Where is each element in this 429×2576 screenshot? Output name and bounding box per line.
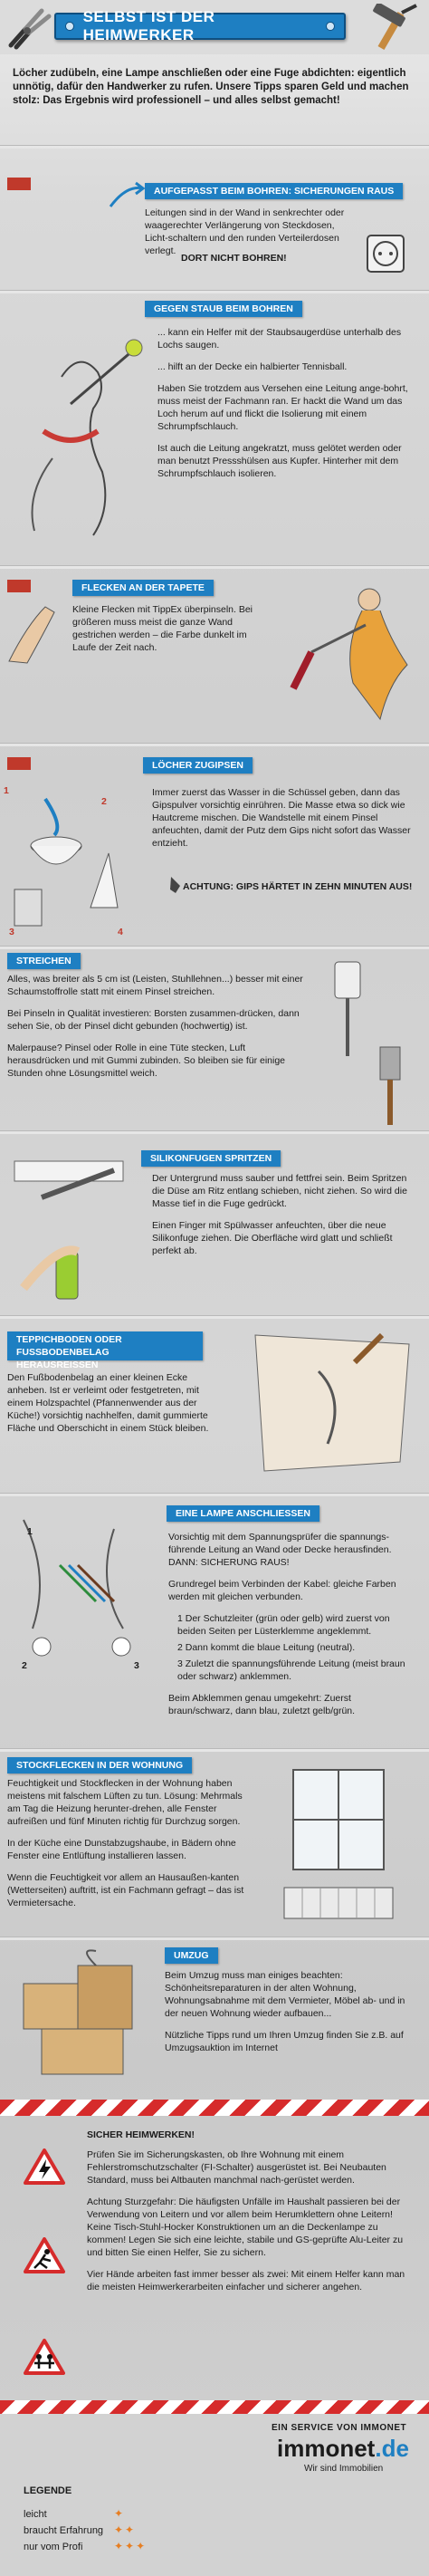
plaster-mixing-illustration (9, 781, 145, 935)
section-label-staub: GEGEN STAUB BEIM BOHREN (145, 301, 302, 317)
section-label-gips: LÖCHER ZUGIPSEN (143, 757, 253, 774)
red-flag-icon (7, 178, 31, 190)
sicher-paragraph: Vier Hände arbeiten fast immer besser als zwei: Mit einem Helfer kann man die meisten Heimwerkerarbeiten einfacher und sicherer angehen. (87, 2269, 405, 2292)
screw-icon (65, 22, 74, 31)
drilling-woman-illustration (7, 322, 161, 540)
legend-item-label: braucht Erfahrung (24, 2525, 104, 2536)
red-flag-icon (7, 757, 31, 770)
legend-item-icons: ✦✦ (114, 2523, 137, 2536)
pencil-icon (168, 875, 183, 895)
step-number: 3 (134, 1660, 139, 1671)
header (0, 0, 429, 54)
divider (0, 1315, 429, 1319)
stockflecken-paragraph: Feuchtigkeit und Stockflecken in der Wohnung haben meistens mit falschem Lüften zu tun. Lösung: Mehrmals am Tag die Heizung herunter-drehen, alle Fenster aufreißen und fünf Minuten richtig für Durchzug sorgen. (7, 1778, 243, 1827)
step-number: 2 (101, 796, 107, 807)
divider (0, 1130, 429, 1134)
legend-item-label: leicht (24, 2509, 47, 2520)
section-label-tapete: FLECKEN AN DER TAPETE (72, 580, 214, 596)
bohren-warning: DORT NICHT BOHREN! (181, 253, 287, 264)
tapete-text: Kleine Flecken mit TippEx überpinseln. Bei größeren muss meist die ganze Wand gestrichen werden – die Farbe dunkelt im Laufe der Zeit nach. (72, 604, 253, 653)
legend-item-icons: ✦ (114, 2507, 126, 2520)
window-radiator-illustration (257, 1761, 422, 1929)
pliers-icon (5, 5, 56, 51)
step-number: 1 (27, 1526, 33, 1537)
step-number: 1 (4, 785, 9, 796)
silicone-gun-illustration (5, 1143, 141, 1315)
screw-icon (326, 22, 335, 31)
power-socket-icon (366, 234, 405, 274)
streichen-paragraph: Malerpause? Pinsel oder Rolle in eine Tüte stecken, Luft herausdrücken und mit Gummi zubinden. So bleiben sie für einige Stunden ohne Lösungsmittel weich. (7, 1043, 286, 1079)
sicher-paragraph: Prüfen Sie im Sicherungskasten, ob Ihre Wohnung mit einem Fehlerstromschutzschalter (FI-Schalter) ausgerüstet ist. Bei Neubauten Standard, muss bei Altbauten manchmal nach-gerüstet werden. (87, 2149, 386, 2186)
lampe-paragraph: Beim Abklemmen genau umgekehrt: Zuerst braun/schwarz, dann blau, zuletzt gelb/grün. (168, 1693, 356, 1716)
streichen-paragraph: Bei Pinseln in Qualität investieren: Borsten zusammen-drücken, dann sehen Sie, ob der Pinsel dicht gebunden (hochwertig) ist. (7, 1008, 300, 1032)
service-label: EIN SERVICE VON IMMONET (272, 2423, 407, 2433)
streichen-text (7, 973, 306, 1089)
section-label-sicher: SICHER HEIMWERKEN! (87, 2129, 195, 2140)
section-label-umzug: UMZUG (165, 1947, 218, 1964)
sicher-paragraph: Achtung Sturzgefahr: Die häufigsten Unfälle im Haushalt passieren bei der Verwendung von Leitern und vor allem beim Herumklettern ohne Leitern! Keine Tisch-Stuhl-Hocker Konstruktionen um an die Deckenlampe zu kommen! Legen Sie sich eine leichte, stabile und GS-geprüfte Alu-Leiter zu und bitten Sie einen Helfer, Sie zu sichern. (87, 2196, 404, 2258)
section-label-teppich: TEPPICHBODEN ODER FUSSBODENBELAG HERAUSREISSEN (7, 1331, 203, 1360)
intro-text: Löcher zudübeln, eine Lampe anschließen oder eine Fuge abdichten: eigentlich unnötig, dafür den Handwerker zu rufen. Unsere Tipps sparen Geld und machen stolz: Das Ergebnis wird professionell – und alles selbst gemacht! (13, 68, 409, 106)
divider (0, 946, 429, 949)
legend-title: LEGENDE (24, 2485, 72, 2496)
red-flag-icon (7, 580, 31, 592)
carpet-removal-illustration (246, 1326, 424, 1480)
lampe-paragraph: Grundregel beim Verbinden der Kabel: gleiche Farben werden mit gleichen verbunden. (168, 1579, 396, 1602)
divider (0, 290, 429, 293)
paint-brush-and-roller-illustration (317, 956, 422, 1129)
page-title (54, 8, 346, 43)
staub-paragraph: Ist auch die Leitung angekratzt, muss gelötet werden oder man benutzt Pressshülsen aus Kupfer. Hinterher mit dem Schrumpfschlauch isolieren. (157, 443, 402, 479)
staub-paragraph: Haben Sie trotzdem aus Versehen eine Leitung ange-bohrt, muss meist der Fachmann ran. Er hackt die Wand um das Loch herum auf und flickt die Isolierung mit einem Schrumpfschlauch. (157, 383, 408, 432)
sicher-text (87, 2148, 416, 2302)
bohren-text: Leitungen sind in der Wand in senkrechter oder waagerechter Verlängerung von Steckdosen, Licht-schaltern und den runden Verteilerdosen verlegt. (145, 207, 345, 256)
section-label-silikon: SILIKONFUGEN SPRITZEN (141, 1150, 281, 1167)
moving-boxes-illustration (5, 1947, 159, 2083)
legend-item-label: nur vom Profi (24, 2542, 83, 2552)
hazard-stripe (0, 2100, 429, 2116)
two-people-warning-icon (24, 2339, 65, 2375)
staub-paragraph: ... hilft an der Decke ein halbierter Tennisball. (157, 361, 348, 372)
step-number: 2 (22, 1660, 27, 1671)
umzug-text (165, 1969, 420, 2063)
staub-paragraph: ... kann ein Helfer mit der Staubsaugerdüse unterhalb des Lochs saugen. (157, 327, 402, 351)
brand-name: immonet (277, 2435, 376, 2462)
gips-text: Immer zuerst das Wasser in die Schüssel geben, dann das Gipspulver vorsichtig einrühren. Die Masse etwa so dick wie Hautcreme mischen. Die Wandstelle mit einem Pinsel anfeuchten, damit der Putz dem Gips nicht sofort das Wasser entzieht. (152, 787, 411, 849)
silikon-paragraph: Der Untergrund muss sauber und fettfrei sein. Beim Spritzen die Düse am Ritz entlang schieben, nicht ziehen. So wird die Masse tief in die Fuge gedrückt. (152, 1173, 407, 1209)
teppich-text: Den Fußbodenbelag an einer kleinen Ecke anheben. Ist er verleimt oder festgetreten, mit einem Holzspachtel (Pfannenwender aus der Küche!) vorsichtig nachhelfen, damit gummierte Fläche und Oberschicht in einem Stück bleiben. (7, 1372, 209, 1434)
lampe-paragraph: Vorsichtig mit dem Spannungsprüfer die spannungs-führende Leitung an Wand oder Decke herausfinden. DANN: SICHERUNG RAUS! (168, 1532, 392, 1568)
electric-warning-icon (24, 2148, 65, 2185)
lampe-step: 3 Zuletzt die spannungsführende Leitung (meist braun oder schwarz) anklemmen. (177, 1658, 405, 1682)
hammer-icon (362, 4, 422, 53)
silikon-paragraph: Einen Finger mit Spülwasser anfeuchten, über die neue Silikonfuge ziehen. Die Oberfläche wird glatt und schließt perfekt ab. (152, 1220, 393, 1256)
stockflecken-paragraph: Wenn die Feuchtigkeit vor allem an Hausaußen-kanten (Wetterseiten) auftritt, ist ein Fachmann gefragt – das ist Vermietersache. (7, 1872, 244, 1908)
gips-warning: ACHTUNG: GIPS HÄRTET IN ZEHN MINUTEN AUS! (183, 881, 413, 892)
hand-with-brush-illustration (5, 598, 63, 670)
section-label-lampe: EINE LAMPE ANSCHLIESSEN (167, 1505, 319, 1522)
lampe-step: 1 Der Schutzleiter (grün oder gelb) wird zuerst von beiden Seiten per Lüsterklemme angeklemmt. (177, 1613, 390, 1637)
brand-logo[interactable] (277, 2435, 409, 2463)
stockflecken-paragraph: In der Küche eine Dunstabzugshaube, in Bädern ohne Fenster eine Entlüftung installieren lassen. (7, 1838, 236, 1861)
step-number: 4 (118, 927, 123, 937)
staub-text (157, 326, 415, 489)
section-label-streichen: STREICHEN (7, 953, 81, 969)
stockflecken-text (7, 1777, 244, 1918)
divider (0, 145, 429, 149)
divider (0, 1493, 429, 1496)
brand-tagline: Wir sind Immobilien (304, 2464, 384, 2474)
legend-item-icons: ✦✦✦ (114, 2540, 148, 2552)
lampe-text (168, 1531, 418, 1726)
dancing-woman-wine-illustration (275, 580, 424, 725)
divider (0, 1748, 429, 1752)
section-label-bohren: AUFGEPASST BEIM BOHREN: SICHERUNGEN RAUS (145, 183, 403, 199)
umzug-paragraph: Beim Umzug muss man einiges beachten: Schönheitsreparaturen in der alten Wohnung, Wohnungsabnahme mit dem Vermieter, Möbel ab- und in der neuen Wohnung wieder aufbauen... (165, 1970, 405, 2019)
silikon-text (152, 1172, 420, 1266)
arrow-icon (109, 181, 145, 208)
divider (0, 1937, 429, 1940)
divider (0, 565, 429, 569)
umzug-paragraph: Nützliche Tipps rund um Ihren Umzug finden Sie z.B. auf Umzugsauktion im Internet (165, 2030, 404, 2053)
streichen-paragraph: Alles, was breiter als 5 cm ist (Leisten, Stuhllehnen...) besser mit einer Schaumstoffrolle statt mit einem Pinsel streichen. (7, 974, 303, 997)
brand-tld: .de (375, 2435, 409, 2462)
step-number: 3 (9, 927, 14, 937)
section-label-stockflecken: STOCKFLECKEN IN DER WOHNUNG (7, 1757, 192, 1773)
lampe-step: 2 Dann kommt die blaue Leitung (neutral). (177, 1642, 356, 1653)
page-title-text: SELBST IST DER HEIMWERKER (82, 8, 215, 43)
divider (0, 743, 429, 746)
fall-hazard-warning-icon (24, 2237, 65, 2273)
